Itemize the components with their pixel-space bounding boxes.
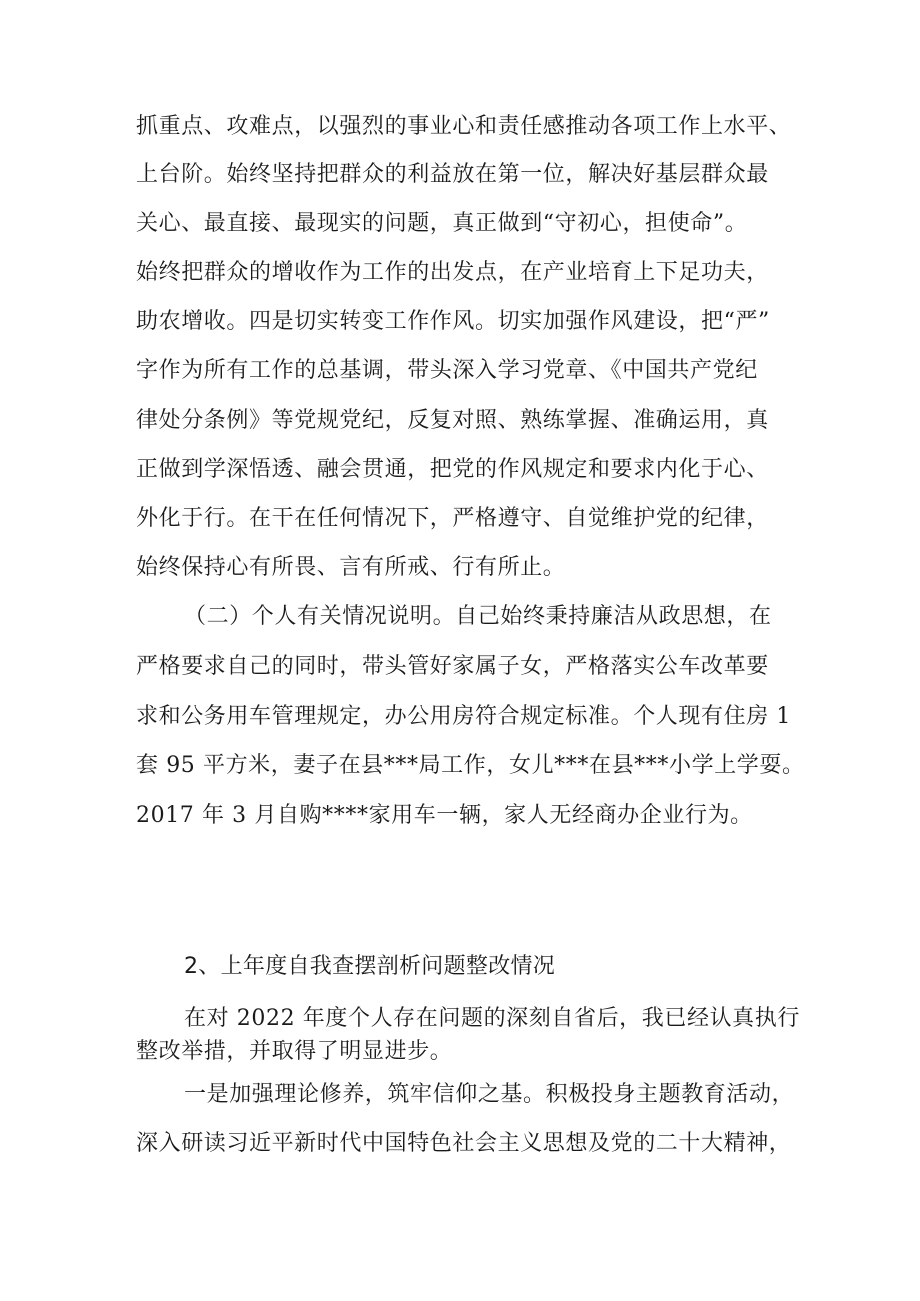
text-line: 一是加强理论修养，筑牢信仰之基。积极投身主题教育活动， — [184, 1082, 795, 1107]
text-line: 在对 2022 年度个人存在问题的深刻自省后，我已经认真执行 — [184, 1006, 800, 1031]
text-line: 上台阶。始终坚持把群众的利益放在第一位，解决好基层群众最 — [136, 162, 769, 187]
section-heading: 2、上年度自我查摆剖析问题整改情况 — [184, 954, 556, 979]
text-line: 始终保持心有所畏、言有所戒、行有所止。 — [136, 555, 566, 580]
text-line: 始终把群众的增收作为工作的出发点，在产业培育上下足功夫， — [136, 260, 769, 285]
text-line: 整改举措，并取得了明显进步。 — [136, 1039, 453, 1064]
text-line: 严格要求自己的同时，带头管好家属子女，严格落实公车改革要 — [136, 654, 769, 679]
text-line: 外化于行。在干在任何情况下，严格遵守、自觉维护党的纪律， — [136, 506, 769, 531]
text-line: 抓重点、攻难点，以强烈的事业心和责任感推动各项工作上水平、 — [136, 114, 792, 139]
text-line: 律处分条例》等党规党纪，反复对照、熟练掌握、准确运用，真 — [136, 408, 769, 433]
text-line: 正做到学深悟透、融会贯通，把党的作风规定和要求内化于心、 — [136, 457, 769, 482]
text-line: 助农增收。四是切实转变工作作风。切实加强作风建设，把“严” — [136, 309, 770, 334]
text-line: 深入研读习近平新时代中国特色社会主义思想及党的二十大精神， — [136, 1131, 792, 1156]
text-line: 字作为所有工作的总基调，带头深入学习党章、《中国共产党纪 — [136, 358, 758, 383]
text-line: （二）个人有关情况说明。自己始终秉持廉洁从政思想，在 — [184, 604, 772, 629]
text-line: 求和公务用车管理规定，办公用房符合规定标准。个人现有住房 1 — [136, 704, 791, 729]
text-line: 套 95 平方米，妻子在县***局工作，女儿***在县***小学上学耍。 — [136, 753, 805, 778]
text-line: 2017 年 3 月自购****家用车一辆，家人无经商办企业行为。 — [136, 803, 753, 828]
text-line: 关心、最直接、最现实的问题，真正做到“守初心，担使命”。 — [136, 211, 748, 236]
